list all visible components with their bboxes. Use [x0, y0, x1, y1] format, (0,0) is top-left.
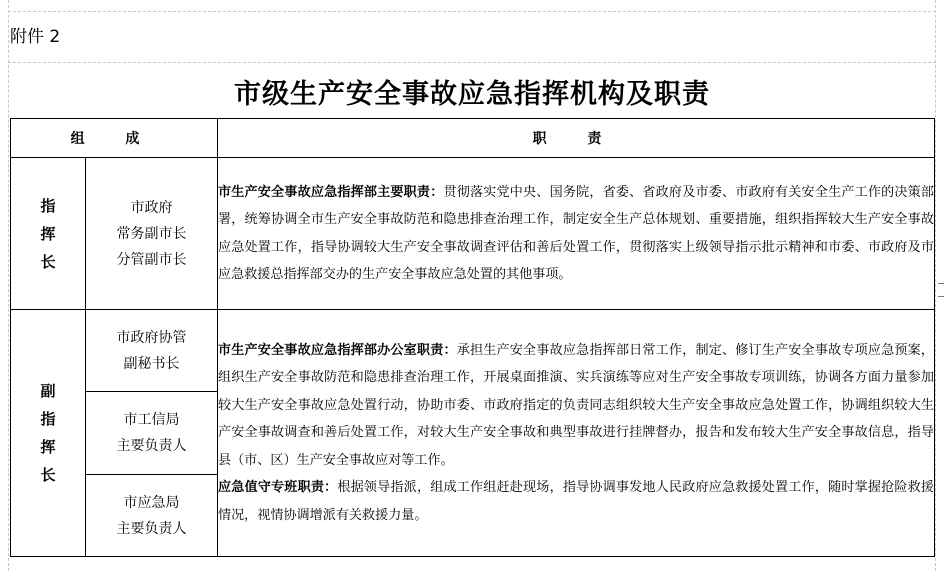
document-title: 市级生产安全事故应急指挥机构及职责: [234, 79, 710, 110]
page-guide-left: [8, 0, 9, 571]
role-char: 指: [40, 196, 56, 215]
role-char: 长: [40, 252, 56, 271]
duty-team-lead: 应急值守专班职责：: [218, 480, 338, 496]
page-guide-header: [8, 62, 936, 63]
duty-team-body: 根据领导指派，组成工作组赶赴现场，指导协调事发地人民政府应急救援处置工作，随时掌握抢险救援情况，视情协调增派有关救援力量。: [218, 480, 935, 523]
deputy-member: [86, 392, 218, 475]
deputy-member: [86, 475, 218, 557]
role-char: 副: [40, 382, 56, 400]
role-char: 挥: [40, 438, 56, 456]
commander-members: [86, 158, 218, 310]
page-edge-mark: [938, 296, 944, 297]
member-line: 主要负责人: [116, 520, 187, 537]
role-char: 挥: [40, 224, 56, 243]
page-guide-top: [8, 11, 936, 12]
page-edge-mark: [938, 283, 944, 284]
member-line: 常务副市长: [116, 225, 187, 242]
deputy-duties: [218, 310, 935, 557]
office-duty-body: 承担生产安全事故应急指挥部日常工作，制定、修订生产安全事故专项应急预案，组织生产安全事故防范和隐患排查治理工作，开展桌面推演、实兵演练等应对生产安全事故专项训练，协调各方面力量参加较大生产安全事故应急处置行动，协助市委、市政府指定的负责同志组织较大生产安全事故应急处置工作，协调组织较大生产安全事故调查和善后处置工作，对较大生产安全事故和典型事故进行挂牌督办，报告和发布较大生产安全事故信息，指导县（市、区）生产安全事故应对等工作。: [218, 342, 935, 468]
member-line: 市政府协管: [116, 329, 187, 346]
attachment-label: 附件 2: [10, 27, 61, 47]
role-char: 指: [40, 410, 56, 428]
duty-table: [10, 118, 935, 557]
header-composition: 组 成: [11, 119, 218, 158]
member-line: 副秘书长: [123, 355, 180, 372]
commander-duties: [218, 158, 935, 310]
header-duties: 职 责: [218, 119, 935, 158]
deputy-member: [86, 310, 218, 392]
commander-row: [11, 158, 935, 310]
member-line: 市应急局: [123, 494, 180, 511]
duty-lead: 市生产安全事故应急指挥部主要职责：: [218, 184, 444, 200]
member-line: 分管副市长: [116, 251, 187, 268]
commander-role: [11, 158, 86, 310]
member-line: 市工信局: [123, 412, 180, 428]
duty-body: 贯彻落实党中央、国务院，省委、省政府及市委、市政府有关安全生产工作的决策部署，统筹协调全市生产安全事故防范和隐患排查治理工作，制定安全生产总体规划、重要措施，组织指挥较大生产安全事故应急处置工作，指导协调较大生产安全事故调查评估和善后处置工作，贯彻落实上级领导指示批示精神和市委、市政府及市应急救援总指挥部交办的生产安全事故应急处置的其他事项。: [218, 184, 935, 282]
deputy-row-1: [11, 310, 935, 392]
deputy-role: [11, 310, 86, 557]
office-duty-lead: 市生产安全事故应急指挥部办公室职责：: [218, 342, 457, 358]
table-header-row: [11, 119, 935, 158]
member-line: 市政府: [130, 199, 173, 216]
role-char: 长: [40, 466, 56, 484]
member-line: 主要负责人: [116, 438, 187, 454]
page-guide-right: [935, 0, 936, 571]
